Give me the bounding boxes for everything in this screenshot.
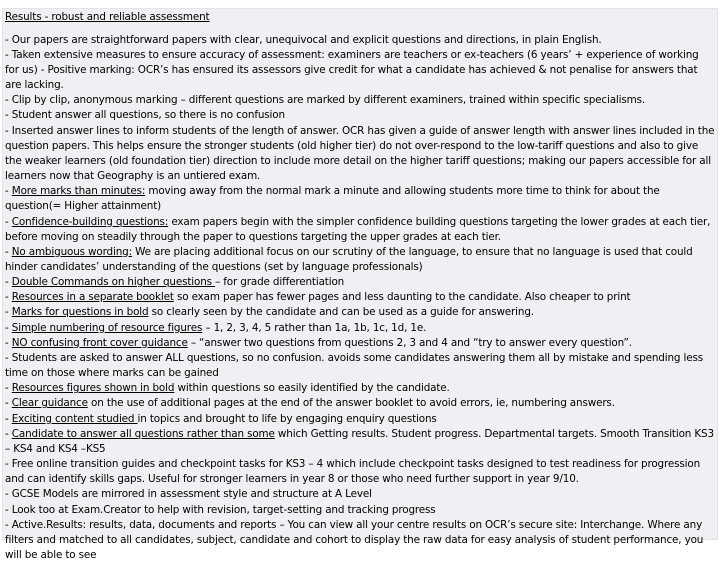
bullet: - <box>5 427 12 440</box>
paragraph <box>5 457 715 487</box>
bullet: - <box>5 397 12 410</box>
paragraph-text: Free online transition guides and checkpoint tasks for KS3 – 4 which include checkpoint tasks designed to test readiness for progression and can identify skills gaps. Useful for stronger learners in year 8 or those who need further support in year 9/10. <box>5 458 701 486</box>
underlined-lead: NO confusing front cover guidance <box>11 336 188 349</box>
bullet: - <box>5 382 12 395</box>
paragraph-text: Students are asked to answer ALL questions, so no confusion. avoids some candidates answering them all by mistake and spending less time on those where marks can be gained <box>5 351 704 380</box>
paragraph-text: – 1, 2, 3, 4, 5 rather than 1a, 1b, 1c, 1d, 1e. <box>202 321 427 334</box>
paragraph <box>5 305 715 320</box>
paragraph-text: Our papers are straightforward papers with clear, unequivocal and explicit questions and directions, in plain English. <box>11 33 602 46</box>
paragraph-text: Clip by clip, anonymous marking – different questions are marked by different examiners, trained within specific specialisms. <box>11 94 646 107</box>
paragraph-text: Look too at Exam.Creator to help with revision, target-setting and tracking progress <box>11 503 436 516</box>
bullet: - <box>5 215 12 228</box>
paragraph <box>5 48 715 93</box>
underlined-lead: Confidence-building questions: <box>11 215 169 228</box>
paragraph <box>5 108 715 123</box>
bullet: - <box>5 185 12 198</box>
paragraph-text: GCSE Models are mirrored in assessment style and structure at A Level <box>11 488 372 501</box>
underlined-lead: Candidate to answer all questions rather than some <box>11 427 275 440</box>
paragraph <box>5 381 715 396</box>
underlined-lead: Resources in a separate booklet <box>11 291 174 304</box>
paragraph <box>5 487 715 502</box>
paragraph <box>5 518 715 563</box>
heading: Results - robust and reliable assessment <box>5 11 210 23</box>
underlined-lead: Clear guidance <box>11 397 88 410</box>
bullet: - <box>5 291 12 304</box>
underlined-lead: Resources figures shown in bold <box>11 382 175 395</box>
paragraph <box>5 351 715 381</box>
paragraph-text: – for grade differentiation <box>215 276 345 289</box>
paragraph-text: We are placing additional focus on our scrutiny of the language, to ensure that no language is used that could hinder candidates’ understanding of the questions (set by language professionals) <box>5 245 693 273</box>
bullet: - <box>5 503 12 516</box>
bullet: - <box>5 306 12 319</box>
bullet: - <box>5 48 12 61</box>
bullet: - <box>5 109 12 122</box>
bullet: - <box>5 245 12 258</box>
paragraph-text: Active.Results: results, data, documents and reports – You can view all your centre results on OCR’s secure site: Interchange. Where any filters and matched to all candidates, subject, candidate and cohort to display the raw data for easy analysis of student performance, you will be able to see <box>5 518 704 561</box>
text-box <box>2 8 718 561</box>
paragraph-text: within questions so easily identified by the candidate. <box>174 382 450 395</box>
paragraph-text: so exam paper has fewer pages and less daunting to the candidate. Also cheaper to print <box>173 291 631 304</box>
paragraph-text: – “answer two questions from questions 2, 3 and 4 and “try to answer every question”. <box>187 336 632 349</box>
bullet: - <box>5 321 12 334</box>
paragraph-text: which Getting results. Student progress. Departmental targets. Smooth Transition KS3 – KS4 and KS4 –KS5 <box>5 427 714 455</box>
underlined-lead: Marks for questions in bold <box>11 306 149 319</box>
paragraph <box>5 124 715 185</box>
paragraph <box>5 503 715 518</box>
paragraph <box>5 412 715 427</box>
paragraph-text: Inserted answer lines to inform students of the length of answer. OCR has given a guide of answer length with answer lines included in the question papers. This helps ensure the stronger students (old higher tier) do not over-respond to the low-tariff questions and also to give the weaker learners (old foundation tier) direction to include more detail on the higher tariff questions; making our papers accessible for all learners now that Geography is an untiered exam. <box>5 124 715 183</box>
paragraph <box>5 93 715 108</box>
bullet: - <box>5 33 12 46</box>
paragraph-text: moving away from the normal mark a minute and allowing students more time to think for about the question(= Higher attainment) <box>5 185 660 213</box>
paragraph-text: on the use of additional pages at the end of the answer booklet to avoid errors, ie, numbering answers. <box>87 397 615 410</box>
paragraph <box>5 321 715 336</box>
paragraph-text: Taken extensive measures to ensure accuracy of assessment: examiners are teachers or ex-teachers (6 years’ + experience of working for us) - Positive marking: OCR’s has ensured its assessors give credit for what a candidate has achieved & not penalise for answers that are lacking. <box>5 48 699 92</box>
paragraph <box>5 336 715 351</box>
bullet: - <box>5 351 12 364</box>
underlined-lead: No ambiguous wording: <box>11 245 132 258</box>
bullet: - <box>5 458 12 471</box>
bullet: - <box>5 488 12 501</box>
paragraph <box>5 215 715 245</box>
paragraph <box>5 275 715 290</box>
paragraph-text: so clearly seen by the candidate and can be used as a guide for answering. <box>148 306 534 319</box>
paragraph <box>5 245 715 275</box>
bullet: - <box>5 336 12 349</box>
bullet: - <box>5 124 12 137</box>
bullet: - <box>5 518 12 531</box>
paragraph <box>5 184 715 214</box>
bullet: - <box>5 94 12 107</box>
paragraph-text: Student answer all questions, so there is no confusion <box>11 109 285 122</box>
paragraph <box>5 396 715 411</box>
underlined-lead: Exciting content studied <box>11 412 138 425</box>
bullet: - <box>5 412 12 425</box>
paragraph <box>5 33 715 48</box>
paragraph-text: exam papers begin with the simpler confidence building questions targeting the lower grades at each tier, before moving on steadily through the paper to questions targeting the upper grades at each tier. <box>5 215 711 243</box>
underlined-lead: Simple numbering of resource figures <box>11 321 203 334</box>
paragraph <box>5 290 715 305</box>
paragraph <box>5 427 715 457</box>
underlined-lead: Double Commands on higher questions <box>11 276 216 289</box>
underlined-lead: More marks than minutes: <box>11 185 146 198</box>
bullet: - <box>5 276 12 289</box>
paragraph-text: in topics and brought to life by engaging enquiry questions <box>137 412 437 425</box>
